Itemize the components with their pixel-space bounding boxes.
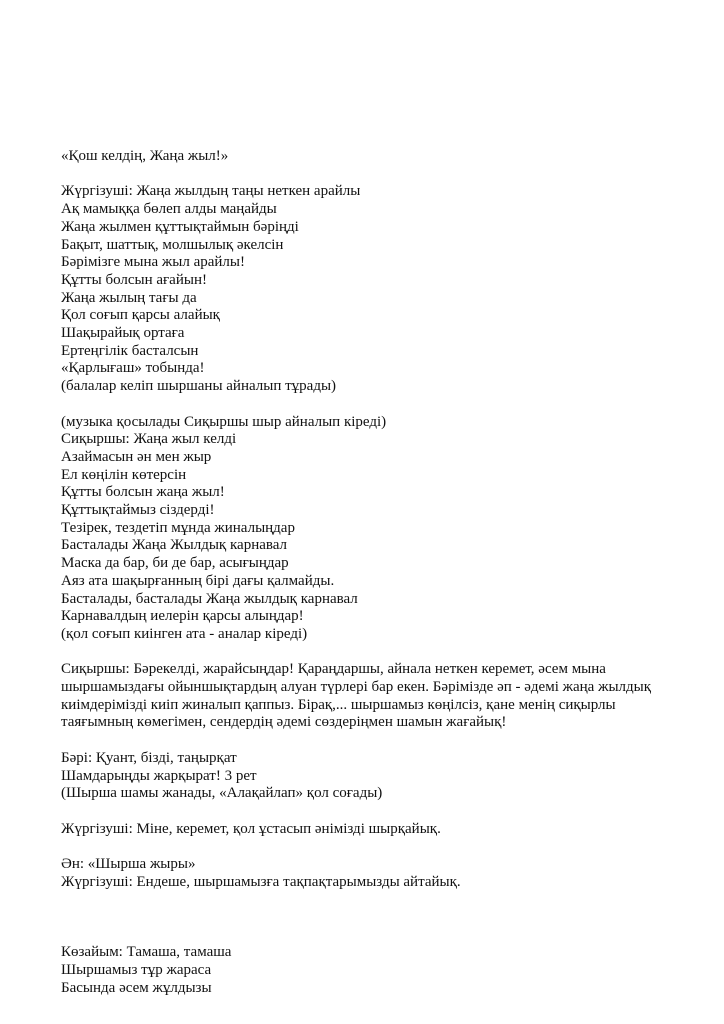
stanza-all	[61, 750, 701, 803]
text-line: Жүргізуші: Міне, керемет, қол ұстасып әнімізді шырқайық.	[61, 820, 441, 837]
text-line: Аяз ата шақырғанның бірі дағы қалмайды.	[61, 572, 335, 589]
text-line: Шыршамыз тұр жараса	[61, 962, 212, 979]
stage-direction: (музыка қосылады Сиқыршы шыр айналып кіреді)	[61, 413, 387, 430]
text-line: Жүргізуші: Ендеше, шыршамызға тақпақтарымызды айтайық.	[61, 873, 461, 890]
text-line: Шақырайық ортаға	[61, 325, 185, 342]
document-page	[61, 148, 701, 998]
spacer	[61, 644, 701, 662]
text-line: Ақ мамыққа бөлеп алды маңайды	[61, 201, 277, 218]
text-line: Ертеңгілік басталсын	[61, 342, 199, 359]
text-line: Құттықтаймыз сіздерді!	[61, 502, 215, 519]
text-line: Жүргізуші: Жаңа жылдың таңы неткен арайлы	[61, 183, 361, 200]
text-line: Құтты болсын жаңа жыл!	[61, 484, 225, 501]
document-title: «Қош келдің, Жаңа жыл!»	[61, 148, 229, 164]
text-line: киімдерімізді киіп жиналып қаппыз. Бірақ,... шыршамыз көңілсіз, қане менің сиқырлы	[61, 696, 616, 713]
text-line: таяғымның көмегімен, сендердің әдемі сөздеріңмен шамын жағайық!	[61, 714, 507, 731]
text-line: Сиқыршы: Жаңа жыл келді	[61, 431, 237, 448]
text-line: Бақыт, шаттық, молшылық әкелсін	[61, 236, 284, 253]
text-line: «Қарлығаш» тобында!	[61, 360, 205, 377]
stanza-presenter-opening	[61, 183, 701, 395]
text-line: Қол соғып қарсы алайық	[61, 307, 220, 324]
spacer	[61, 891, 701, 944]
text-line: Сиқыршы: Бәрекелді, жарайсыңдар! Қараңдаршы, айнала неткен керемет, әсем мына	[61, 661, 606, 678]
spacer	[61, 166, 701, 184]
spacer	[61, 732, 701, 750]
text-line: Азаймасын ән мен жыр	[61, 448, 212, 465]
stage-direction: (қол соғып киінген ата - аналар кіреді)	[61, 625, 308, 642]
spacer	[61, 396, 701, 414]
presenter-line	[61, 821, 701, 839]
text-line: Басталады, басталады Жаңа жылдық карнавал	[61, 590, 358, 607]
text-line: Жаңа жылмен құттықтаймын бәріңді	[61, 218, 299, 235]
text-line: Көзайым: Тамаша, тамаша	[61, 944, 232, 961]
text-line: Бәрі: Қуант, бізді, таңырқат	[61, 749, 237, 766]
text-line: Маска да бар, би де бар, асығыңдар	[61, 555, 289, 572]
text-line: Ел көңілін көтерсін	[61, 466, 187, 483]
stanza-kozaiym	[61, 944, 701, 997]
text-line: Карнавалдың иелерін қарсы алыңдар!	[61, 608, 304, 625]
text-line: Бәрімізге мына жыл арайлы!	[61, 254, 245, 271]
text-line: Құтты болсын ағайын!	[61, 271, 207, 288]
text-line: Басында әсем жұлдызы	[61, 979, 212, 996]
text-line: Жаңа жылың тағы да	[61, 289, 197, 306]
text-line: шыршамыздағы ойыншықтардың алуан түрлері бар екен. Бәрімізде әп - әдемі жаңа жылдық	[61, 679, 652, 696]
stanza-magician	[61, 414, 701, 644]
spacer	[61, 838, 701, 856]
stage-direction: (Шырша шамы жанады, «Алақайлап» қол соғады)	[61, 785, 383, 802]
spacer	[61, 803, 701, 821]
text-line: Шамдарыңды жарқырат! 3 рет	[61, 767, 257, 784]
song-section	[61, 856, 701, 891]
stage-direction: (балалар келіп шыршаны айналып тұрады)	[61, 378, 337, 395]
text-line: Тезірек, тездетіп мұнда жиналыңдар	[61, 519, 295, 536]
paragraph-magician-speech	[61, 661, 701, 732]
text-line: Басталады Жаңа Жылдық карнавал	[61, 537, 288, 554]
song-title: Ән: «Шырша жыры»	[61, 856, 196, 873]
